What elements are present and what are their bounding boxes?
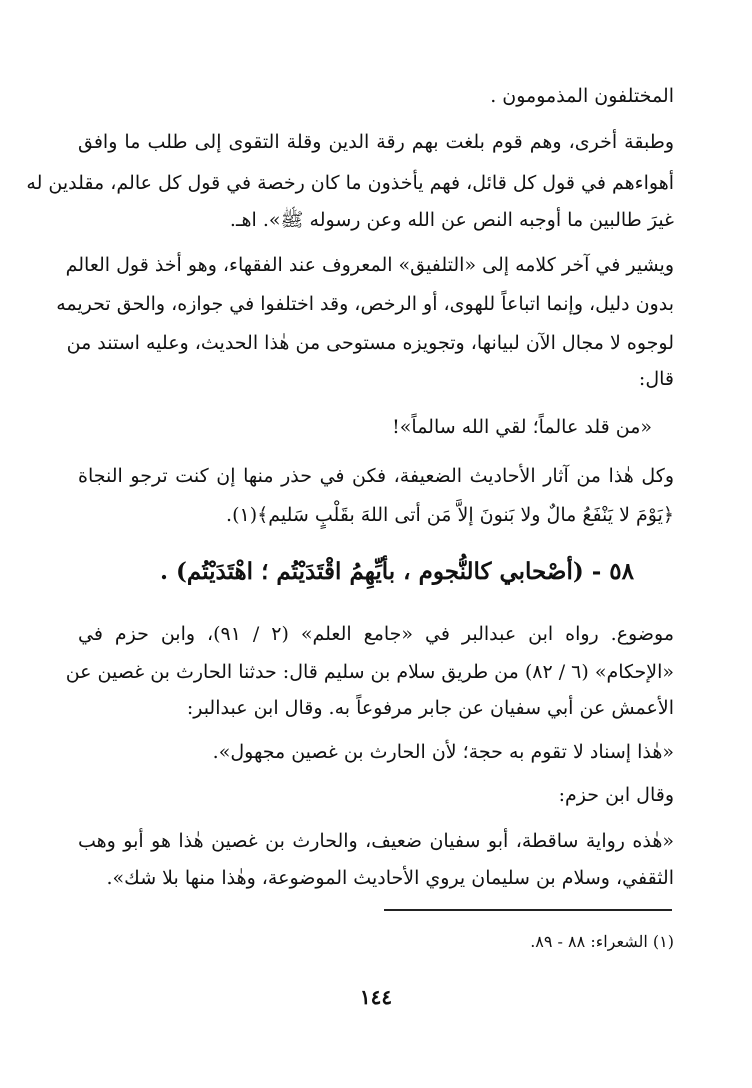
hadith-heading: ٥٨ - (أصْحابي كالنُّجوم ، بأيِّهِمُ اقْتَدَيْتُم ؛ اهْتَدَيْتُم) . [159, 558, 634, 585]
page-number: ١٤٤ [359, 985, 393, 1009]
text-line: «الإحكام» (٦ / ٨٢) من طريق سلام بن سليم قال: حدثنا الحارث بن غصين عن [65, 661, 674, 683]
quoted-text: «هٰذه رواية ساقطة، أبو سفيان ضعيف، والحارث بن غصين هٰذا هو أبو وهب [78, 830, 674, 852]
text-line: المختلفون المذمومون . [490, 85, 674, 107]
text-line: وقال ابن حزم: [558, 784, 674, 806]
text-line: غيرَ طالبين ما أوجبه النص عن الله وعن رسوله ﷺ». اهـ. [229, 209, 674, 231]
text-line: الأعمش عن أبي سفيان عن جابر مرفوعاً به. وقال ابن عبدالبر: [186, 697, 674, 719]
text-line: أهواءهم في قول كل قائل، فهم يأخذون ما كان رخصة في قول كل عالم، مقلدين له [26, 172, 674, 194]
footnote: (١) الشعراء: ٨٨ - ٨٩. [530, 932, 674, 951]
quran-verse: ﴿يَوْمَ لا يَنْفَعُ مالٌ ولا بَنونَ إلاَّ مَن أتى اللهَ بقَلْبٍ سَليم﴾(١). [226, 504, 674, 526]
footnote-separator [384, 909, 672, 911]
quoted-text: الثقفي، وسلام بن سليمان يروي الأحاديث الموضوعة، وهٰذا منها بلا شك». [106, 867, 674, 889]
quoted-saying: «من قلد عالماً؛ لقي الله سالماً»! [392, 416, 652, 438]
text-line: ويشير في آخر كلامه إلى «التلفيق» المعروف عند الفقهاء، وهو أخذ قول العالم [65, 254, 674, 276]
text-line: وكل هٰذا من آثار الأحاديث الضعيفة، فكن في حذر منها إن كنت ترجو النجاة [78, 465, 674, 487]
text-line: لوجوه لا مجال الآن لبيانها، وتجويزه مستوحى من هٰذا الحديث، وعليه استند من [66, 332, 674, 354]
text-line: بدون دليل، وإنما اتباعاً للهوى، أو الرخص، وقد اختلفوا في جوازه، والحق تحريمه [56, 293, 674, 315]
quoted-text: «هٰذا إسناد لا تقوم به حجة؛ لأن الحارث بن غصين مجهول». [212, 741, 674, 763]
text-line: موضوع. رواه ابن عبدالبر في «جامع العلم» (٢ / ٩١)، وابن حزم في [78, 623, 674, 645]
text-line: قال: [638, 368, 674, 390]
text-line: وطبقة أخرى، وهم قوم بلغت بهم رقة الدين وقلة التقوى إلى طلب ما وافق [78, 131, 674, 153]
